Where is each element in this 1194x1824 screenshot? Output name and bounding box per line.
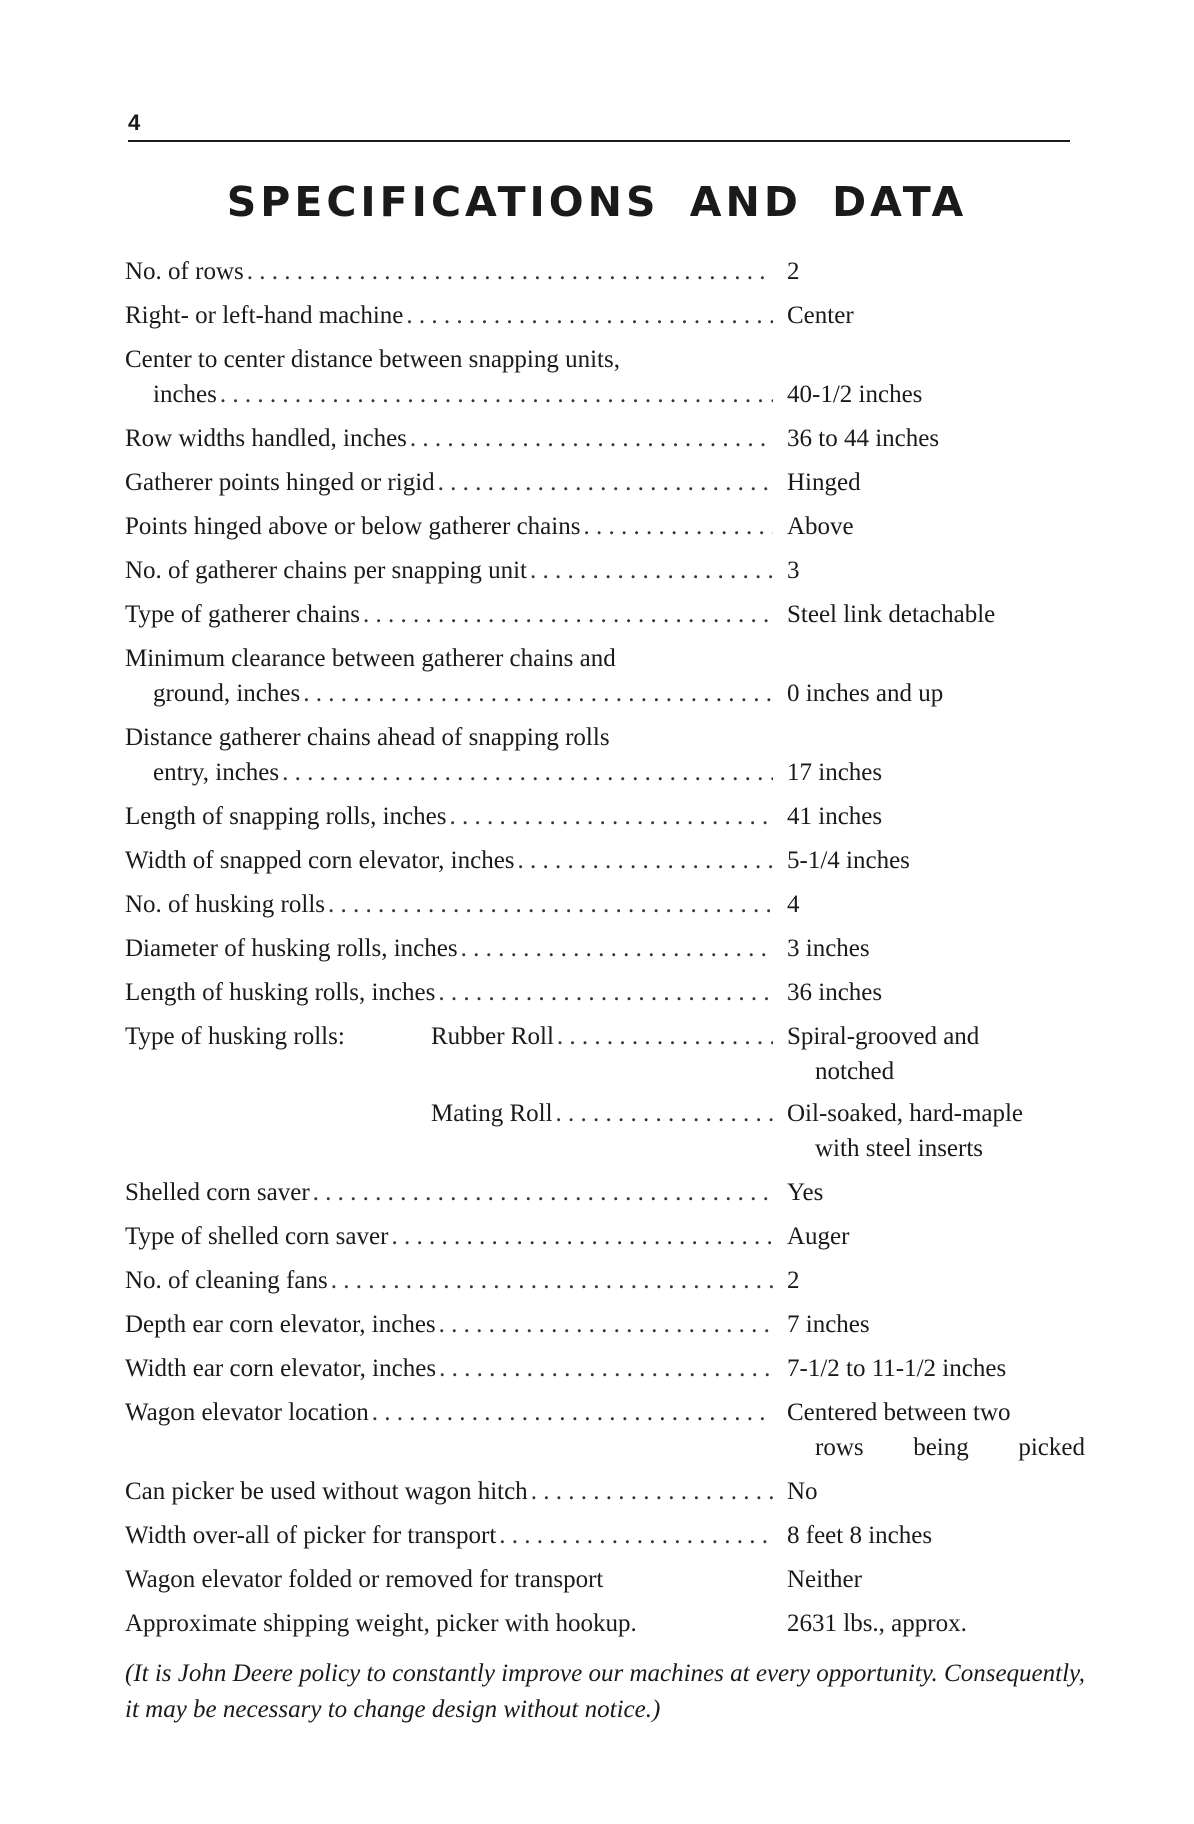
spec-row [125,931,1085,966]
spec-label: Width ear corn elevator, inches [125,1355,437,1382]
spec-value: Neither [787,1566,862,1593]
spec-row [125,1175,1085,1210]
spec-row [125,641,1085,711]
spec-value: 40-1/2 inches [787,381,923,408]
spec-row [125,509,1085,544]
spec-value: Yes [787,1179,824,1206]
spec-value: Hinged [787,469,861,496]
spec-value: 8 feet 8 inches [787,1522,933,1549]
spec-label: Distance gatherer chains ahead of snapping rolls [125,724,610,751]
spec-row [125,342,1085,412]
spec-row [125,975,1085,1010]
spec-value: 3 [787,557,800,584]
header-rule [128,140,1070,142]
spec-value-continued: with steel inserts [815,1135,984,1162]
spec-row [125,1562,1085,1597]
spec-row [125,1474,1085,1509]
spec-label-continued: entry, inches [153,759,280,786]
spec-value: 2631 lbs., approx. [787,1610,967,1637]
spec-label: Length of snapping rolls, inches [125,803,447,830]
spec-label: Row widths handled, inches [125,425,407,452]
spec-label: Gatherer points hinged or rigid [125,469,435,496]
page-number: 4 [128,110,141,135]
spec-value: 36 to 44 inches [787,425,940,452]
spec-row [125,421,1085,456]
spec-value: 0 inches and up [787,680,944,707]
spec-label-prefix: Type of husking rolls: [125,1023,345,1050]
value-word: picked [1018,1434,1085,1461]
spec-value: 2 [787,258,800,285]
spec-label: Can picker be used without wagon hitch [125,1478,528,1505]
spec-row [125,597,1085,632]
spec-label: Depth ear corn elevator, inches [125,1311,436,1338]
spec-value: 2 [787,1267,800,1294]
spec-label: Mating Roll [431,1100,553,1127]
spec-value: 4 [787,891,800,918]
page-title: SPECIFICATIONS AND DATA [226,178,968,226]
spec-row [125,465,1085,500]
spec-row [125,1606,1085,1641]
spec-row [125,887,1085,922]
spec-label: Center to center distance between snapping units, [125,346,620,373]
spec-label: Points hinged above or below gatherer chains [125,513,581,540]
spec-row [125,1219,1085,1254]
spec-value-continued [787,1430,1085,1465]
spec-label: Type of gatherer chains [125,601,360,628]
spec-row [125,1263,1085,1298]
spec-label: No. of rows [125,258,244,285]
spec-label: No. of husking rolls [125,891,325,918]
spec-row [125,1019,1085,1089]
spec-value: Auger [787,1223,850,1250]
spec-row [125,553,1085,588]
spec-label: Right- or left-hand machine [125,302,404,329]
spec-label: Shelled corn saver [125,1179,310,1206]
spec-label-continued: ground, inches [153,680,301,707]
spec-value: Spiral-grooved and [787,1023,980,1050]
spec-row [125,1096,1085,1166]
spec-value: Above [787,513,854,540]
spec-value: 7-1/2 to 11-1/2 inches [787,1355,1007,1382]
spec-value: Center [787,302,854,329]
spec-label: Wagon elevator location [125,1399,369,1426]
spec-row [125,254,1085,289]
spec-row [125,1395,1085,1465]
spec-row [125,1518,1085,1553]
spec-value: 36 inches [787,979,883,1006]
spec-label: Rubber Roll [431,1023,554,1050]
spec-label-continued: inches [153,381,217,408]
spec-row [125,720,1085,790]
spec-value: 3 inches [787,935,870,962]
spec-label: Wagon elevator folded or removed for transport [125,1566,604,1593]
spec-label: Type of shelled corn saver [125,1223,389,1250]
spec-value: 7 inches [787,1311,870,1338]
spec-value: Centered between two [787,1399,1011,1426]
spec-row [125,298,1085,333]
spec-label: Diameter of husking rolls, inches [125,935,458,962]
spec-label: Width over-all of picker for transport [125,1522,497,1549]
spec-row [125,799,1085,834]
value-word: being [913,1434,969,1461]
policy-note: (It is John Deere policy to constantly improve our machines at every opportunity. Consequently, it may be necessary to change design without notice.) [125,1660,1085,1723]
spec-value-continued: notched [815,1058,895,1085]
spec-label: Minimum clearance between gatherer chains and [125,645,616,672]
spec-label: Width of snapped corn elevator, inches [125,847,515,874]
spec-value: No [787,1478,818,1505]
spec-label: Approximate shipping weight, picker with hookup. [125,1610,637,1637]
spec-row [125,843,1085,878]
spec-value: 17 inches [787,759,883,786]
spec-label: Length of husking rolls, inches [125,979,436,1006]
spec-row [125,1351,1085,1386]
spec-label: No. of gatherer chains per snapping unit [125,557,527,584]
spec-label: No. of cleaning fans [125,1267,328,1294]
value-word: rows [815,1434,864,1461]
spec-value: Steel link detachable [787,601,996,628]
spec-value: 41 inches [787,803,883,830]
spec-value: 5-1/4 inches [787,847,910,874]
spec-value: Oil-soaked, hard-maple [787,1100,1024,1127]
spec-row [125,1307,1085,1342]
specifications-list [125,254,1085,1650]
